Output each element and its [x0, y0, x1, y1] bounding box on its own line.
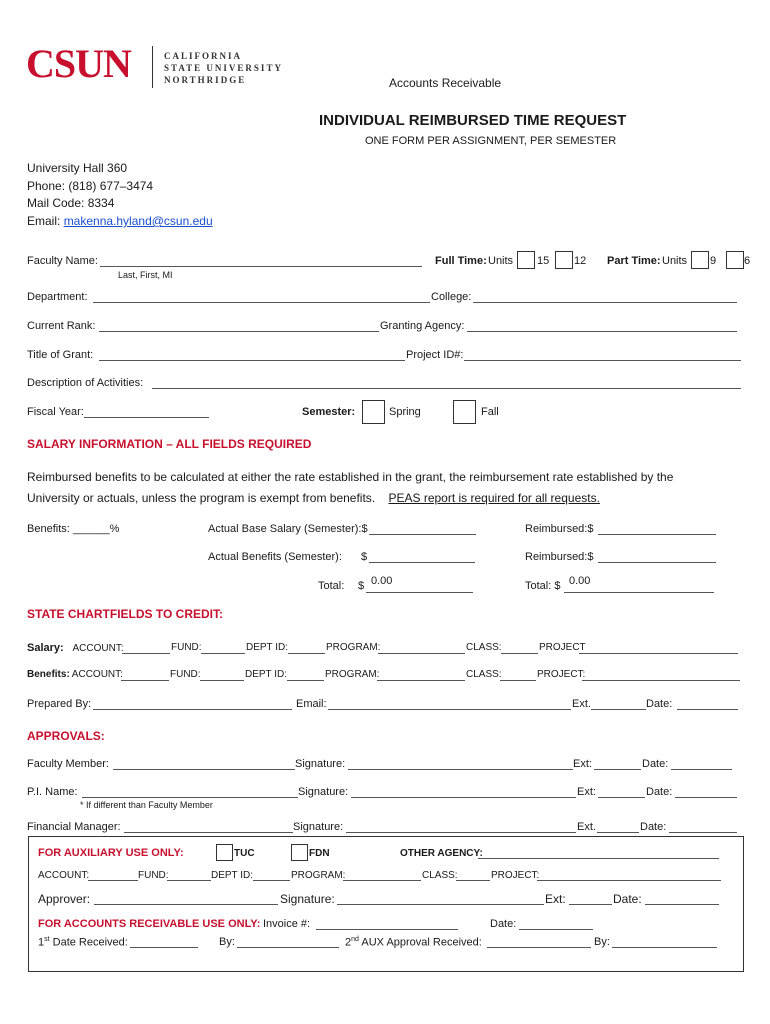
fm-ext-label: Ext. — [577, 821, 596, 833]
fm-signature-field[interactable] — [346, 832, 576, 833]
prepared-ext-label: Ext. — [572, 698, 591, 710]
salary-dept-field[interactable] — [288, 653, 325, 654]
reimbursed-label-1: Reimbursed:$ — [525, 523, 594, 535]
faculty-signature-field[interactable] — [348, 769, 573, 770]
first-date-text: Date Received: — [49, 936, 128, 949]
spring-label: Spring — [389, 406, 421, 418]
first-date-received-label — [38, 936, 128, 949]
benefits-dept-field[interactable] — [287, 680, 324, 681]
second-aux-num: 2 — [345, 936, 352, 949]
csun-logo: CSUN — [26, 41, 131, 86]
benefits-fund-field[interactable] — [200, 680, 244, 681]
faculty-signature-label: Signature: — [295, 758, 346, 770]
current-rank-label: Current Rank: — [27, 320, 96, 332]
tuc-checkbox[interactable] — [216, 844, 233, 861]
invoice-field[interactable] — [316, 929, 458, 930]
reimbursed-field-2[interactable] — [598, 562, 716, 563]
pi-ext-label: Ext: — [577, 786, 596, 798]
financial-manager-field[interactable] — [124, 832, 293, 833]
total-field-right[interactable] — [564, 592, 714, 593]
salary-class-field[interactable] — [501, 653, 538, 654]
other-agency-field[interactable] — [478, 858, 719, 859]
fall-label: Fall — [481, 406, 499, 418]
logo-line-1: CALIFORNIA — [164, 51, 243, 61]
faculty-date-label: Date: — [642, 758, 669, 770]
contact-email — [27, 214, 213, 228]
department-label: Department: — [27, 291, 88, 303]
contact-phone: Phone: (818) 677–3474 — [27, 179, 154, 193]
aux-program-label: PROGRAM: — [291, 870, 346, 881]
base-salary-field[interactable] — [369, 534, 476, 535]
email-label: Email: — [27, 214, 64, 228]
full-time-label: Full Time: — [435, 255, 487, 267]
benefits-class-field[interactable] — [500, 680, 536, 681]
fm-ext-field[interactable] — [597, 832, 639, 833]
base-salary-label: Actual Base Salary (Semester):$ — [208, 523, 368, 535]
first-by-field[interactable] — [237, 947, 339, 948]
ar-date-label: Date: — [490, 918, 517, 930]
contact-mail-code: Mail Code: 8334 — [27, 196, 115, 210]
benefits-account-label: ACCOUNT: — [71, 669, 123, 680]
ar-date-field[interactable] — [519, 929, 593, 930]
benefits-project-label: PROJECT: — [537, 669, 586, 680]
granting-agency-field[interactable] — [467, 331, 737, 332]
salary-account-label: ACCOUNT: — [72, 643, 124, 654]
peas-note: PEAS report is required for all requests. — [388, 491, 600, 505]
prepared-date-label: Date: — [646, 698, 673, 710]
salary-dept-label: DEPT ID: — [246, 642, 289, 653]
first-by-label: By: — [219, 936, 235, 948]
college-label: College: — [431, 291, 472, 303]
email-link[interactable]: makenna.hyland@csun.edu — [63, 214, 213, 228]
pi-date-field[interactable] — [675, 797, 737, 798]
benefits-percent-label: Benefits: ______% — [27, 523, 120, 535]
logo-line-3: NORTHRIDGE — [164, 75, 247, 85]
first-date-num: 1 — [38, 936, 45, 949]
total-label-left: Total: — [318, 580, 345, 592]
spring-checkbox[interactable] — [362, 400, 385, 424]
part-time-6-label: 6 — [744, 255, 751, 267]
fm-date-label: Date: — [640, 821, 667, 833]
grant-title-label: Title of Grant: — [27, 349, 94, 361]
tuc-label: TUC — [234, 848, 255, 859]
salary-note-line2 — [27, 491, 600, 505]
fiscal-year-label: Fiscal Year: — [27, 406, 84, 418]
fiscal-year-field[interactable] — [84, 417, 209, 418]
total-value-right[interactable]: 0.00 — [569, 575, 591, 587]
logo-line-2: STATE UNIVERSITY — [164, 63, 283, 73]
project-id-field[interactable] — [464, 360, 741, 361]
financial-manager-label: Financial Manager: — [27, 821, 121, 833]
benefits-dept-label: DEPT ID: — [245, 669, 288, 680]
aux-project-field[interactable] — [537, 880, 721, 881]
part-time-9-checkbox[interactable] — [691, 251, 709, 269]
aux-account-label: ACCOUNT: — [38, 870, 90, 881]
salary-program-label: PROGRAM: — [326, 642, 381, 653]
aux-program-field[interactable] — [343, 880, 421, 881]
salary-project-label: PROJECT — [539, 642, 586, 653]
aux-dept-label: DEPT ID: — [211, 870, 254, 881]
benefits-chartfields-row — [27, 669, 123, 680]
salary-class-label: CLASS: — [466, 642, 502, 653]
prepared-email-label: Email: — [296, 698, 327, 710]
aux-heading: FOR AUXILIARY USE ONLY: — [38, 847, 184, 859]
total-label-right — [525, 580, 560, 592]
salary-fund-label: FUND: — [171, 642, 202, 653]
part-time-9-label: 9 — [710, 255, 717, 267]
second-aux-approval-field[interactable] — [487, 947, 591, 948]
grant-title-field[interactable] — [99, 360, 405, 361]
total-right-dollar: $ — [554, 580, 561, 592]
total-right-text: Total: — [525, 580, 552, 592]
salary-note-text: University or actuals, unless the program is exempt from benefits. — [27, 491, 376, 505]
college-field[interactable] — [473, 302, 737, 303]
aux-class-field[interactable] — [456, 880, 490, 881]
actual-benefits-dollar: $ — [361, 551, 368, 563]
form-subtitle: ONE FORM PER ASSIGNMENT, PER SEMESTER — [365, 135, 617, 147]
part-time-label: Part Time: — [607, 255, 661, 267]
faculty-name-hint: Last, First, MI — [118, 270, 173, 280]
fm-signature-label: Signature: — [293, 821, 344, 833]
salary-chartfields-label: Salary: — [27, 642, 64, 654]
aux-ext-field[interactable] — [569, 904, 612, 905]
aux-account-field[interactable] — [88, 880, 138, 881]
full-time-15-label: 15 — [537, 255, 550, 267]
actual-benefits-field[interactable] — [369, 562, 475, 563]
project-id-label: Project ID#: — [406, 349, 464, 361]
form-title: INDIVIDUAL REIMBURSED TIME REQUEST — [319, 112, 627, 129]
full-time-15-checkbox[interactable] — [517, 251, 535, 269]
fdn-checkbox[interactable] — [291, 844, 308, 861]
pi-note: * If different than Faculty Member — [80, 800, 213, 810]
first-date-received-field[interactable] — [130, 947, 198, 948]
fall-checkbox[interactable] — [453, 400, 476, 424]
fm-date-field[interactable] — [669, 832, 737, 833]
second-aux-sup: nd — [351, 936, 359, 943]
current-rank-field[interactable] — [99, 331, 379, 332]
total-value-left[interactable]: 0.00 — [371, 575, 393, 587]
aux-approver-field[interactable] — [94, 904, 278, 905]
actual-benefits-label: Actual Benefits (Semester): — [208, 551, 342, 563]
pi-date-label: Date: — [646, 786, 673, 798]
contact-address: University Hall 360 — [27, 161, 128, 175]
aux-signature-label: Signature: — [280, 892, 335, 906]
ar-heading: FOR ACCOUNTS RECEIVABLE USE ONLY: — [38, 918, 261, 930]
aux-project-label: PROJECT: — [491, 870, 540, 881]
faculty-name-label: Faculty Name: — [27, 255, 98, 267]
prepared-ext-field[interactable] — [591, 709, 646, 710]
second-by-field[interactable] — [612, 947, 717, 948]
aux-date-field[interactable] — [645, 904, 719, 905]
prepared-email-field[interactable] — [328, 709, 571, 710]
faculty-member-label: Faculty Member: — [27, 758, 109, 770]
reimbursed-field-1[interactable] — [598, 534, 716, 535]
faculty-ext-label: Ext: — [573, 758, 592, 770]
invoice-label: Invoice #: — [263, 918, 311, 930]
pi-ext-field[interactable] — [598, 797, 645, 798]
first-date-sup: st — [44, 936, 50, 943]
description-field[interactable] — [152, 388, 741, 389]
total-field-left[interactable] — [366, 592, 473, 593]
aux-class-label: CLASS: — [422, 870, 458, 881]
faculty-ext-field[interactable] — [594, 769, 641, 770]
prepared-date-field[interactable] — [677, 709, 738, 710]
chartfields-heading: STATE CHARTFIELDS TO CREDIT: — [27, 607, 223, 621]
other-agency-label: OTHER AGENCY: — [400, 848, 483, 859]
salary-fund-field[interactable] — [201, 653, 245, 654]
full-time-12-label: 12 — [574, 255, 587, 267]
salary-heading: SALARY INFORMATION – ALL FIELDS REQUIRED — [27, 437, 312, 451]
benefits-program-field[interactable] — [377, 680, 465, 681]
salary-project-field[interactable] — [579, 653, 738, 654]
department-header: Accounts Receivable — [389, 76, 502, 90]
aux-fund-field[interactable] — [167, 880, 211, 881]
pi-signature-label: Signature: — [298, 786, 349, 798]
full-time-units-label: Units — [488, 255, 514, 267]
benefits-account-field[interactable] — [121, 680, 169, 681]
faculty-member-field[interactable] — [113, 769, 295, 770]
benefits-fund-label: FUND: — [170, 669, 201, 680]
approvals-heading: APPROVALS: — [27, 729, 105, 743]
faculty-date-field[interactable] — [671, 769, 732, 770]
department-field[interactable] — [93, 302, 430, 303]
fdn-label: FDN — [309, 848, 330, 859]
second-aux-text: AUX Approval Received: — [358, 936, 482, 949]
aux-fund-label: FUND: — [138, 870, 169, 881]
pi-signature-field[interactable] — [351, 797, 576, 798]
second-aux-approval-label — [345, 936, 482, 949]
pi-name-field[interactable] — [82, 797, 298, 798]
salary-account-field[interactable] — [122, 653, 170, 654]
full-time-12-checkbox[interactable] — [555, 251, 573, 269]
semester-label: Semester: — [302, 406, 356, 418]
part-time-units-label: Units — [662, 255, 688, 267]
benefits-chartfields-label: Benefits: — [27, 669, 70, 680]
prepared-by-label: Prepared By: — [27, 698, 92, 710]
description-label: Description of Activities: — [27, 377, 144, 389]
benefits-program-label: PROGRAM: — [325, 669, 380, 680]
faculty-name-field[interactable] — [100, 266, 422, 267]
logo-divider — [152, 46, 153, 88]
aux-date-label: Date: — [613, 892, 642, 906]
pi-name-label: P.I. Name: — [27, 786, 78, 798]
aux-approver-label: Approver: — [38, 892, 91, 906]
aux-signature-field[interactable] — [337, 904, 544, 905]
total-dollar-left: $ — [358, 580, 365, 592]
logo-university-name — [164, 50, 283, 86]
aux-ext-label: Ext: — [545, 892, 566, 906]
salary-program-field[interactable] — [378, 653, 465, 654]
granting-agency-label: Granting Agency: — [380, 320, 465, 332]
salary-note-line1: Reimbursed benefits to be calculated at either the rate established in the grant, the reimbursement rate established by the — [27, 470, 674, 484]
prepared-by-field[interactable] — [93, 709, 292, 710]
benefits-class-label: CLASS: — [466, 669, 502, 680]
part-time-6-checkbox[interactable] — [726, 251, 744, 269]
second-by-label: By: — [594, 936, 610, 948]
aux-dept-field[interactable] — [253, 880, 290, 881]
benefits-project-field[interactable] — [582, 680, 740, 681]
reimbursed-label-2: Reimbursed:$ — [525, 551, 594, 563]
